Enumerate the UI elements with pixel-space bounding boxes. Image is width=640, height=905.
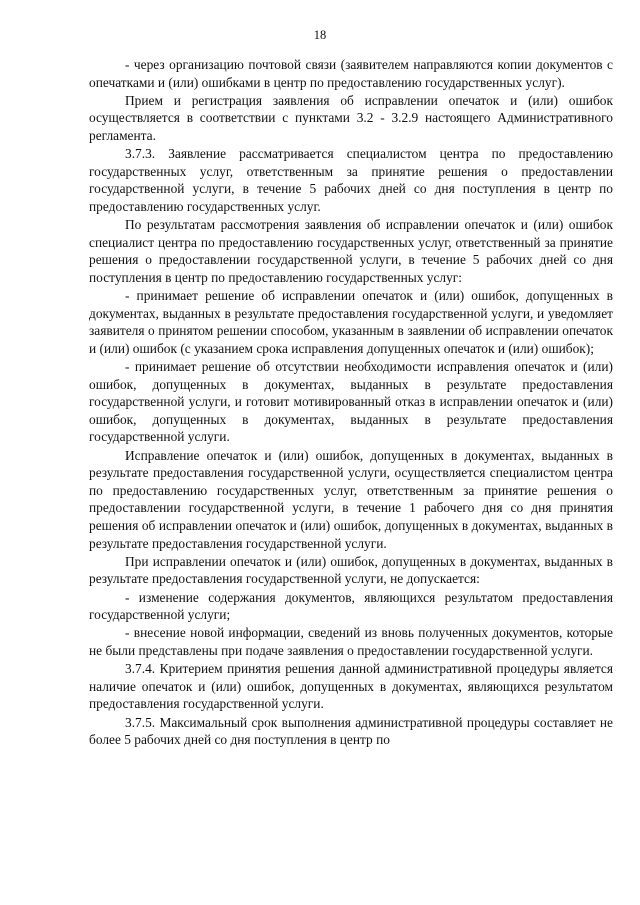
list-item-refusal-decision: - принимает решение об отсутствии необходимости исправления опечаток и (или) ошибок, допущенных в документах, выданных в результате предоставления государственной услуги, и готовит мотивированный отказ в исправлении опечаток и (или) ошибок, допущенных в документах, выданных в результате предоставления государственной услуги. [89,359,613,445]
paragraph-correction-procedure: Исправление опечаток и (или) ошибок, допущенных в документах, выданных в результате предоставления государственной услуги, осуществляется специалистом центра по предоставлению государственных услуг, ответственным за принятие решения о предоставлении государственной услуги, в течение 1 рабочего дня со дня принятия решения об исправлении опечаток и (или) ошибок, допущенных в документах, выданных в результате предоставления государственной услуги. [89,447,613,551]
paragraph-3-7-3: 3.7.3. Заявление рассматривается специалистом центра по предоставлению государственных услуг, ответственным за принятие решения о предоставлении государственной услуги, в течение 5 рабочих дней со дня поступления в центр по предоставлению государственных услуг. [89,146,613,214]
paragraph-not-allowed: При исправлении опечаток и (или) ошибок, допущенных в документах, выданных в результате предоставления государственной услуги, не допускается: [89,553,613,587]
page-number: 18 [313,28,327,42]
list-item-new-information: - внесение новой информации, сведений из вновь полученных документов, которые не были представлены при подаче заявления о предоставлении государственной услуги. [89,625,613,658]
paragraph-3-7-4: 3.7.4. Критерием принятия решения данной административной процедуры является наличие опечаток и (или) ошибок, допущенных в документах, являющихся результатом предоставления государственной услуги. [89,661,613,712]
paragraph-registration: Прием и регистрация заявления об исправлении опечаток и (или) ошибок осуществляется в соответствии с пунктами 3.2 - 3.2.9 настоящего Административного регламента. [89,92,613,143]
list-item-correction-decision: - принимает решение об исправлении опечаток и (или) ошибок, допущенных в документах, выданных в результате предоставления государственной услуги, и уведомляет заявителя о принятом решении способом, указанным в заявлении об исправлении опечаток и (или) ошибок (с указанием срока исправления допущенных опечаток и (или) ошибок); [89,288,613,356]
paragraph-3-7-5: 3.7.5. Максимальный срок выполнения административной процедуры составляет не более 5 рабочих дней со дня поступления в центр по [89,714,613,748]
paragraph-review-results: По результатам рассмотрения заявления об исправлении опечаток и (или) ошибок специалист центра по предоставлению государственных услуг, ответственный за принятие решения о предоставлении государственной услуги, в течение 5 рабочих дней со дня поступления в центр по предоставлению государственных услуг: [89,217,613,285]
list-item-content-change: - изменение содержания документов, являющихся результатом предоставления государственной услуги; [89,589,613,623]
paragraph-postal-submission: - через организацию почтовой связи (заявителем направляются копии документов с опечатками и (или) ошибками в центр по предоставлению государственных услуг). [89,57,613,90]
document-body [89,56,613,749]
